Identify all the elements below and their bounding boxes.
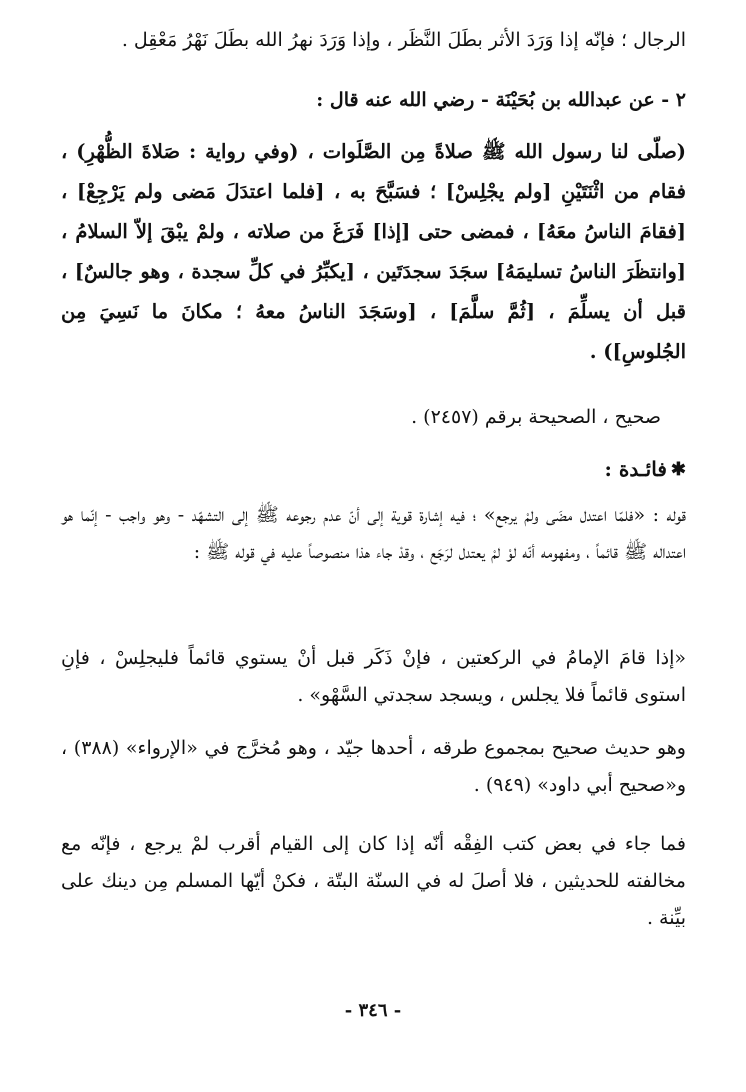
fawaid-heading — [605, 457, 687, 481]
fawaid-heading-text: فائـدة : — [604, 457, 667, 481]
star-icon: ✱ — [670, 458, 686, 480]
page-number: - ٣٤٦ - — [344, 1000, 402, 1021]
fawaid-paragraph-1: قوله : «فلمّا اعتدل مضَى ولمْ يرجع» ؛ فيه إشارة قوية إلى أنّ عدم رجوعه ﷺ إلى التشهّد - وهو واجب - إنّما هو اعتداله ﷺ قائماً ، ومفهومه أنّه لوْ لمْ يعتدل لرَجَع ، وقدْ جاء هذا منصوصاً عليه في قوله ﷺ : — [61, 504, 686, 563]
hadith-grading: صحيح ، الصحيحة برقم (٢٤٥٧) . — [411, 406, 661, 428]
fawaid-paragraph-2: وهو حديث صحيح بمجموع طرقه ، أحدها جيّد ، وهو مُخرَّج في «الإرواء» (٣٨٨) ، و«صحيح أبي داود» (٩٤٩) . — [61, 737, 686, 796]
continuation-paragraph: الرجال ؛ فإنّه إذا وَرَدَ الأثر بطَلَ النَّظَر ، وإذا وَرَدَ نهرُ الله بطَلَ نَهْرُ مَعْقِل . — [121, 29, 686, 51]
hadith-text: (صلّى لنا رسول الله ﷺ صلاةً مِن الصَّلَوات ، (وفي رواية : صَلاةَ الظُّهْرِ) ، فقام من اثْنَتَيْنِ [ولم يجْلِسْ] ؛ فسَبَّحَ به ، [فلما اعتدَلَ مَضى ولم يَرْجِعْ] ، [فقامَ الناسُ معَهُ] ، فمضى حتى [إذا] فَرَغَ من صلاته ، ولمْ يبْقَ إلاّ السلامُ ، [وانتظَرَ الناسُ تسليمَهُ] سجَدَ سجدَتَين ، [يكبِّرُ في كلِّ سجدة ، وهو جالسٌ] ، قبل أن يسلِّمَ ، [ثُمَّ سلَّمَ] ، [وسَجَدَ الناسُ معهُ ؛ مكانَ ما نَسِيَ مِن الجُلوسِ]) . — [61, 140, 686, 363]
hadith-intro: ٢ - عن عبدالله بن بُحَيْنَة - رضي الله عنه قال : — [316, 89, 686, 111]
fawaid-paragraph-3: فما جاء في بعض كتب الفِقْه أنّه إذا كان إلى القيام أقرب لمْ يرجع ، فإنّه مع مخالفته للحديثين ، فلا أصلَ له في السنّة البتّة ، فكنْ أيّها المسلم مِن دينك على بيِّنة . — [61, 833, 686, 929]
hadith-quote: «إذا قامَ الإمامُ في الركعتين ، فإنْ ذَكَر قبل أنْ يستوي قائماً فليجلِسْ ، فإنِ استوى قائماً فلا يجلس ، ويسجد سجدتي السَّهْو» . — [61, 647, 686, 706]
